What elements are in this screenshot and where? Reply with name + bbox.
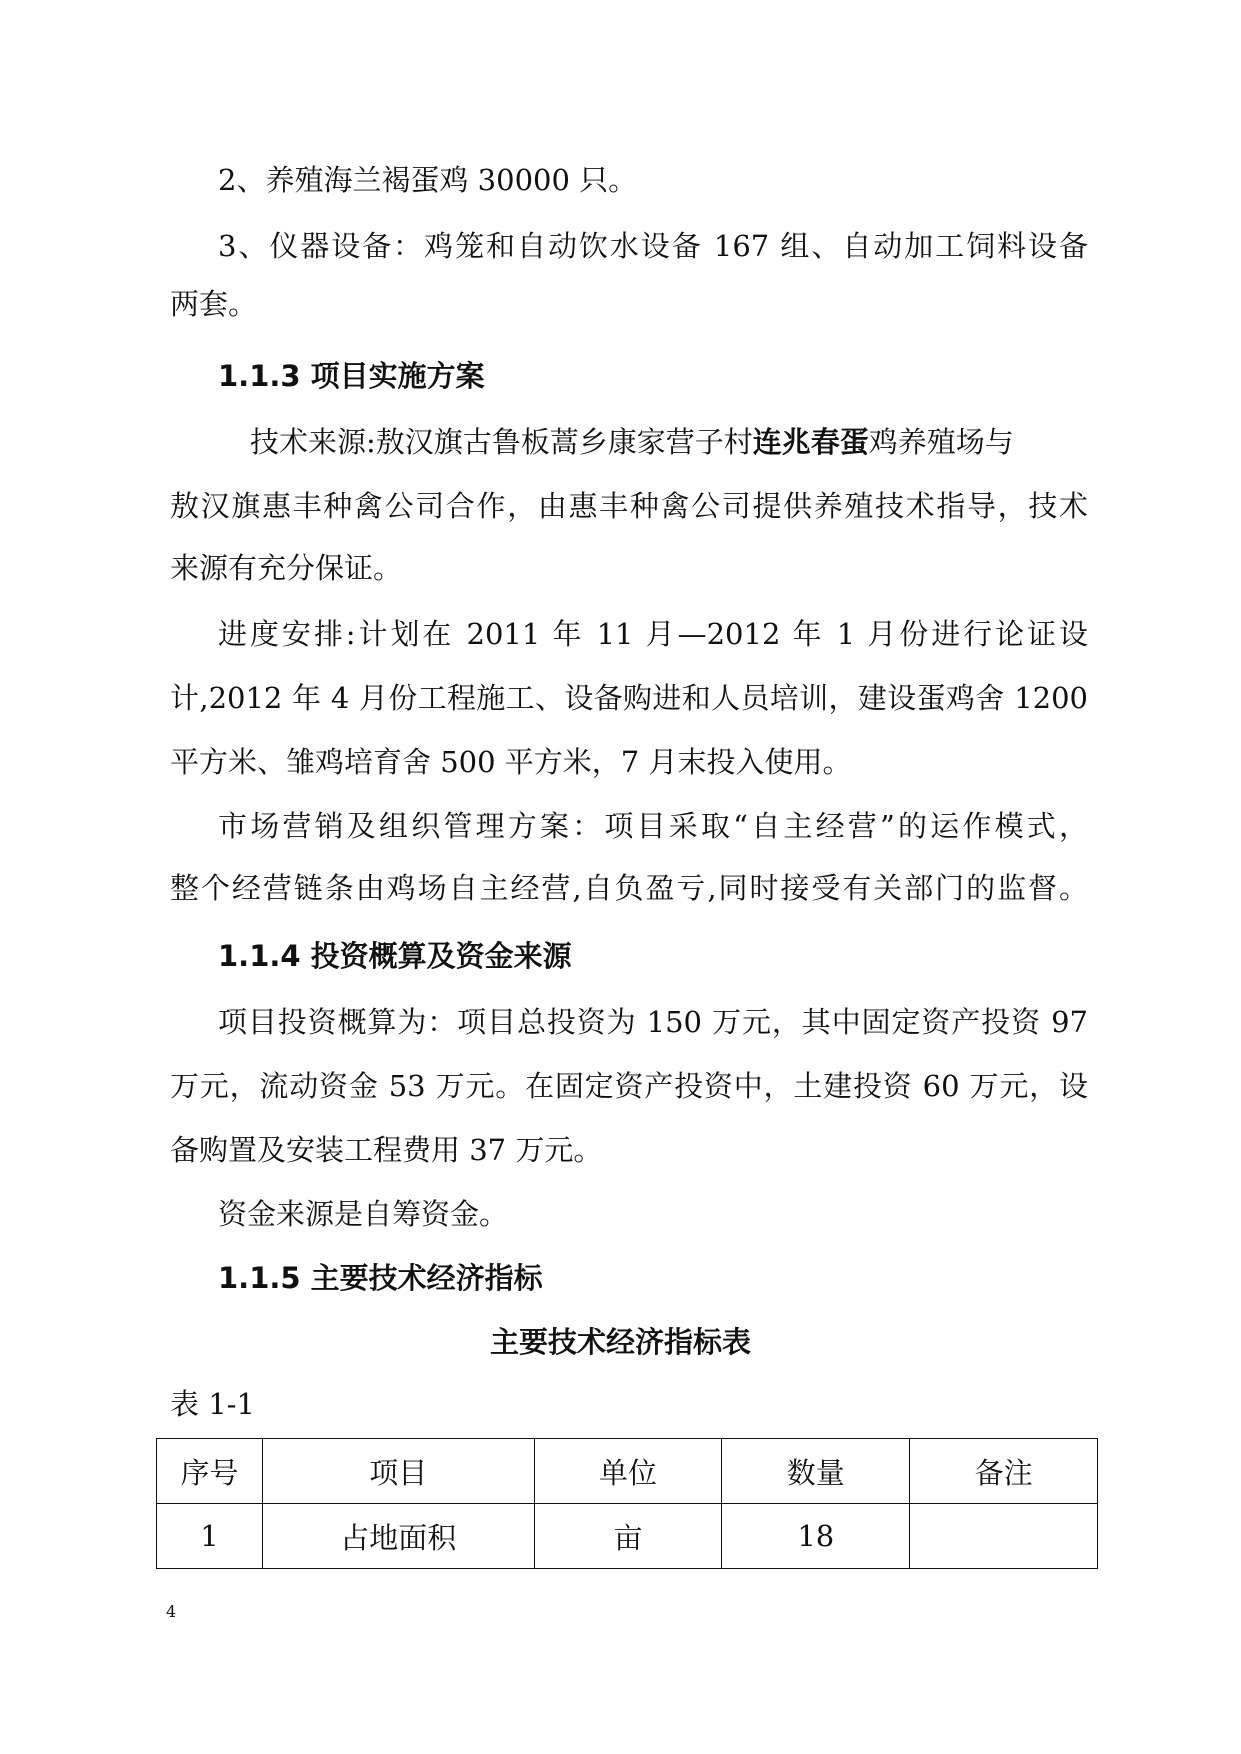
paragraph-schedule-line-2: 计,2012 年 4 月份工程施工、设备购进和人员培训，建设蛋鸡舍 1200 [170,681,1088,715]
table-header-cell: 备注 [910,1439,1098,1504]
paragraph-investment-line-1: 项目投资概算为：项目总投资为 150 万元，其中固定资产投资 97 [218,1005,1088,1039]
table-cell: 占地面积 [262,1504,534,1569]
paragraph-funding: 资金来源是自筹资金。 [218,1197,509,1231]
paragraph-tech-source-line-3: 来源有充分保证。 [170,551,403,585]
farm-name-bold: 连兆春蛋 [752,425,869,459]
table-header-cell: 序号 [157,1439,263,1504]
paragraph-item-3-line-1: 3、仪器设备：鸡笼和自动饮水设备 167 组、自动加工饲料设备 [218,229,1088,263]
table-header-row [157,1439,1098,1504]
heading-1-1-5: 1.1.5 主要技术经济指标 [218,1261,543,1295]
paragraph-investment-line-3: 备购置及安装工程费用 37 万元。 [170,1133,603,1167]
paragraph-marketing-line-2: 整个经营链条由鸡场自主经营,自负盈亏,同时接受有关部门的监督。 [170,871,1088,905]
table-cell: 1 [157,1504,263,1569]
heading-1-1-4: 1.1.4 投资概算及资金来源 [218,939,572,973]
tech-source-text-cont: 鸡养殖场与 [868,425,1014,459]
paragraph-item-3-line-2: 两套。 [170,287,258,321]
table-header-cell: 项目 [262,1439,534,1504]
paragraph-investment-line-2: 万元，流动资金 53 万元。在固定资产投资中，土建投资 60 万元，设 [170,1069,1088,1103]
paragraph-marketing-line-1: 市场营销及组织管理方案：项目采取“自主经营”的运作模式， [218,809,1088,843]
table-cell: 亩 [534,1504,722,1569]
table-header-cell: 数量 [722,1439,910,1504]
paragraph-schedule-line-3: 平方米、雏鸡培育舍 500 平方米，7 月末投入使用。 [170,745,852,779]
table-label: 表 1-1 [170,1387,255,1421]
table-row [157,1504,1098,1569]
indicator-table [156,1438,1098,1569]
heading-1-1-3: 1.1.3 项目实施方案 [218,359,485,393]
paragraph-schedule-line-1: 进度安排:计划在 2011 年 11 月—2012 年 1 月份进行论证设 [218,617,1088,651]
page-number: 4 [166,1602,177,1621]
paragraph-tech-source-line-2: 敖汉旗惠丰种禽公司合作，由惠丰种禽公司提供养殖技术指导，技术 [170,489,1088,523]
table-cell [910,1504,1098,1569]
paragraph-item-2: 2、养殖海兰褐蛋鸡 30000 只。 [218,163,638,197]
table-title: 主要技术经济指标表 [489,1325,751,1359]
table-cell: 18 [722,1504,910,1569]
paragraph-tech-source-line-1 [250,422,1014,462]
tech-source-text: 技术来源:敖汉旗古鲁板蒿乡康家营子村 [250,425,753,459]
table-header-cell: 单位 [534,1439,722,1504]
